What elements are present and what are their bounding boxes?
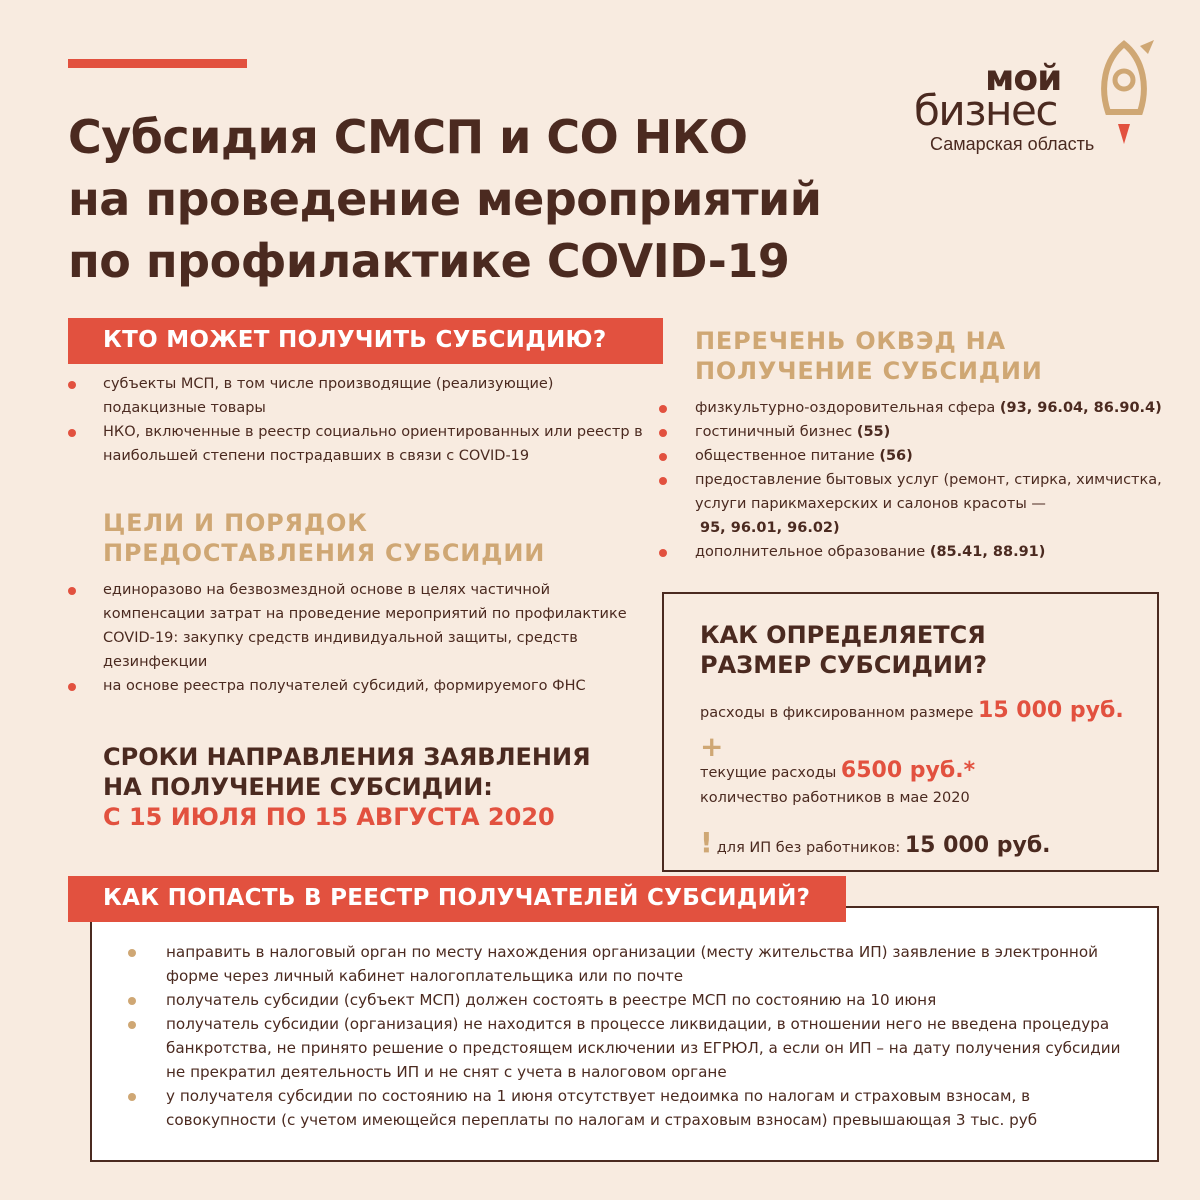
list-item: дополнительное образование (85.41, 88.91) xyxy=(695,540,1175,564)
title-line-2: на проведение мероприятий xyxy=(68,172,822,226)
list-item: общественное питание (56) xyxy=(695,444,1175,468)
list-item: субъекты МСП, в том числе производящие (реализующие) подакцизные товары xyxy=(103,372,643,420)
title-line-1: Субсидия СМСП и СО НКО xyxy=(68,110,748,164)
page-title xyxy=(68,106,848,292)
bullet-icon xyxy=(128,1021,136,1029)
bullet-icon xyxy=(68,683,76,691)
logo-region: Самарская область xyxy=(930,134,1095,154)
workers-multiplier: количество работников в мае 2020 xyxy=(700,790,970,806)
bullet-icon xyxy=(659,549,667,557)
logo xyxy=(900,40,1170,160)
list-item: физкультурно-оздоровительная сфера (93, 96.04, 86.90.4) xyxy=(695,396,1175,420)
list-item: направить в налоговый орган по месту нахождения организации (месту жительства ИП) заявление в электронной форме через личный кабинет налогоплательщика или по почте xyxy=(166,940,1126,988)
list-item: на основе реестра получателей субсидий, формируемого ФНС xyxy=(103,674,643,698)
current-amount: 6500 руб.* xyxy=(840,758,976,783)
deadline-line-1: СРОКИ НАПРАВЛЕНИЯ ЗАЯВЛЕНИЯ xyxy=(103,743,591,771)
bullet-icon xyxy=(659,405,667,413)
registry-box xyxy=(90,906,1159,1162)
goals-list xyxy=(103,578,643,698)
bullet-icon xyxy=(68,429,76,437)
title-line-3: по профилактике COVID-19 xyxy=(68,234,790,288)
bullet-icon xyxy=(659,453,667,461)
subsidy-size-box xyxy=(662,592,1159,872)
ip-without-workers: ! для ИП без работников: 15 000 руб. xyxy=(700,826,1051,859)
logo-word-moy: мой xyxy=(985,58,1062,99)
rocket-icon xyxy=(1096,40,1160,152)
deadline-line-2: НА ПОЛУЧЕНИЕ СУБСИДИИ: xyxy=(103,773,493,801)
list-item: гостиничный бизнес (55) xyxy=(695,420,1175,444)
ip-amount: 15 000 руб. xyxy=(904,833,1051,858)
registry-banner: КАК ПОПАСТЬ В РЕЕСТР ПОЛУЧАТЕЛЕЙ СУБСИДИЙ? xyxy=(68,876,846,922)
who-can-receive-banner: КТО МОЖЕТ ПОЛУЧИТЬ СУБСИДИЮ? xyxy=(68,318,663,364)
bullet-icon xyxy=(128,997,136,1005)
list-item: у получателя субсидии по состоянию на 1 июня отсутствует недоимка по налогам и страховым взносам, в совокупности (с учетом имеющейся переплаты по налогам и страховым взносам) превышающая 3 тыс. руб xyxy=(166,1084,1126,1132)
logo-word-biznes: бизнес xyxy=(914,86,1057,135)
current-expenses: текущие расходы 6500 руб.* xyxy=(700,758,976,783)
bullet-icon xyxy=(659,477,667,485)
bullet-icon xyxy=(68,587,76,595)
list-item: НКО, включенные в реестр социально ориентированных или реестр в наибольшей степени пострадавших в связи с COVID-19 xyxy=(103,420,643,468)
list-item: получатель субсидии (организация) не находится в процессе ликвидации, в отношении него не введена процедура банкротства, не принято решение о предстоящем исключении из ЕГРЮЛ, а если он ИП – на дату получения субсидии не прекратил деятельность ИП и не снят с учета в налоговом органе xyxy=(166,1012,1126,1084)
who-list xyxy=(103,372,643,468)
goals-heading: ЦЕЛИ И ПОРЯДОК ПРЕДОСТАВЛЕНИЯ СУБСИДИИ xyxy=(103,509,546,567)
okved-list xyxy=(695,396,1175,564)
fixed-amount: 15 000 руб. xyxy=(978,698,1124,723)
size-heading: КАК ОПРЕДЕЛЯЕТСЯ РАЗМЕР СУБСИДИИ? xyxy=(700,621,988,679)
plus-icon: + xyxy=(700,730,724,763)
bullet-icon xyxy=(659,429,667,437)
deadline-dates: С 15 ИЮЛЯ ПО 15 АВГУСТА 2020 xyxy=(103,803,555,831)
bullet-icon xyxy=(128,949,136,957)
deadline-block xyxy=(103,742,663,832)
bullet-icon xyxy=(68,381,76,389)
list-item: предоставление бытовых услуг (ремонт, стирка, химчистка, услуги парикмахерских и салонов красоты — 95, 96.01, 96.02) xyxy=(695,468,1175,540)
fixed-expenses: расходы в фиксированном размере 15 000 руб. xyxy=(700,698,1124,723)
list-item: получатель субсидии (субъект МСП) должен состоять в реестре МСП по состоянию на 10 июня xyxy=(166,988,1126,1012)
registry-list xyxy=(166,940,1126,1132)
bullet-icon xyxy=(128,1093,136,1101)
exclamation-icon: ! xyxy=(700,826,713,859)
okved-heading: ПЕРЕЧЕНЬ ОКВЭД НА ПОЛУЧЕНИЕ СУБСИДИИ xyxy=(695,327,1043,385)
accent-line xyxy=(68,59,247,68)
list-item: единоразово на безвозмездной основе в целях частичной компенсации затрат на проведение мероприятий по профилактике COVID-19: закупку средств индивидуальной защиты, средств дезинфекции xyxy=(103,578,643,674)
